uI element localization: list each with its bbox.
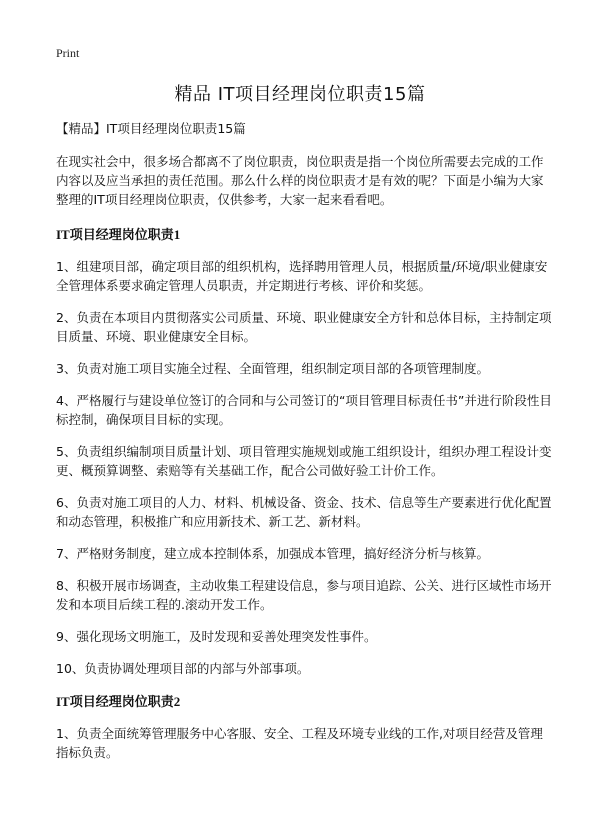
- duty-item: 3、负责对施工项目实施全过程、全面管理，组织制定项目部的各项管理制度。: [56, 361, 489, 376]
- sections-container: [56, 224, 554, 762]
- intro-paragraph: 在现实社会中，很多场合都离不了岗位职责，岗位职责是指一个岗位所需要去完成的工作内容以及应当承担的责任范围。那么什么样的岗位职责才是有效的呢？下面是小编为大家整理的IT项目经理岗位职责，仅供参考，大家一起来看看吧。: [56, 154, 544, 207]
- section-heading: IT项目经理岗位职责1: [56, 227, 181, 242]
- duty-item: 7、严格财务制度，建立成本控制体系，加强成本管理，搞好经济分析与核算。: [56, 546, 489, 561]
- document-body: [56, 152, 554, 775]
- duty-item: 6、负责对施工项目的人力、材料、机械设备、资金、技术、信息等生产要素进行优化配置和动态管理，积极推广和应用新技术、新工艺、新材料。: [56, 495, 552, 529]
- page-title: 精品 IT项目经理岗位职责15篇: [174, 84, 426, 105]
- duty-item: 1、组建项目部，确定项目部的组织机构，选择聘用管理人员，根据质量/环境/职业健康安全管理体系要求确定管理人员职责，并定期进行考核、评价和奖惩。: [56, 259, 548, 293]
- duty-item: 10、负责协调处理项目部的内部与外部事项。: [56, 661, 310, 676]
- section-heading: IT项目经理岗位职责2: [56, 694, 181, 709]
- duty-item: 4、严格履行与建设单位签订的合同和与公司签订的“项目管理目标责任书”并进行阶段性目标控制，确保项目目标的实现。: [56, 393, 552, 427]
- print-label[interactable]: Print: [56, 46, 80, 60]
- duty-item: 2、负责在本项目内贯彻落实公司质量、环境、职业健康安全方针和总体目标，主持制定项目质量、环境、职业健康安全目标。: [56, 310, 552, 344]
- duty-item: 5、负责组织编制项目质量计划、项目管理实施规划或施工组织设计，组织办理工程设计变更、概预算调整、索赔等有关基础工作，配合公司做好验工计价工作。: [56, 444, 552, 478]
- duty-item: 1、负责全面统筹管理服务中心客服、安全、工程及环境专业线的工作,对项目经营及管理指标负责。: [56, 726, 543, 760]
- duty-item: 8、积极开展市场调查，主动收集工程建设信息，参与项目追踪、公关、进行区域性市场开发和本项目后续工程的.滚动开发工作。: [56, 578, 552, 612]
- duty-item: 9、强化现场文明施工，及时发现和妥善处理突发性事件。: [56, 629, 377, 644]
- document-subtitle: 【精品】IT项目经理岗位职责15篇: [56, 121, 246, 136]
